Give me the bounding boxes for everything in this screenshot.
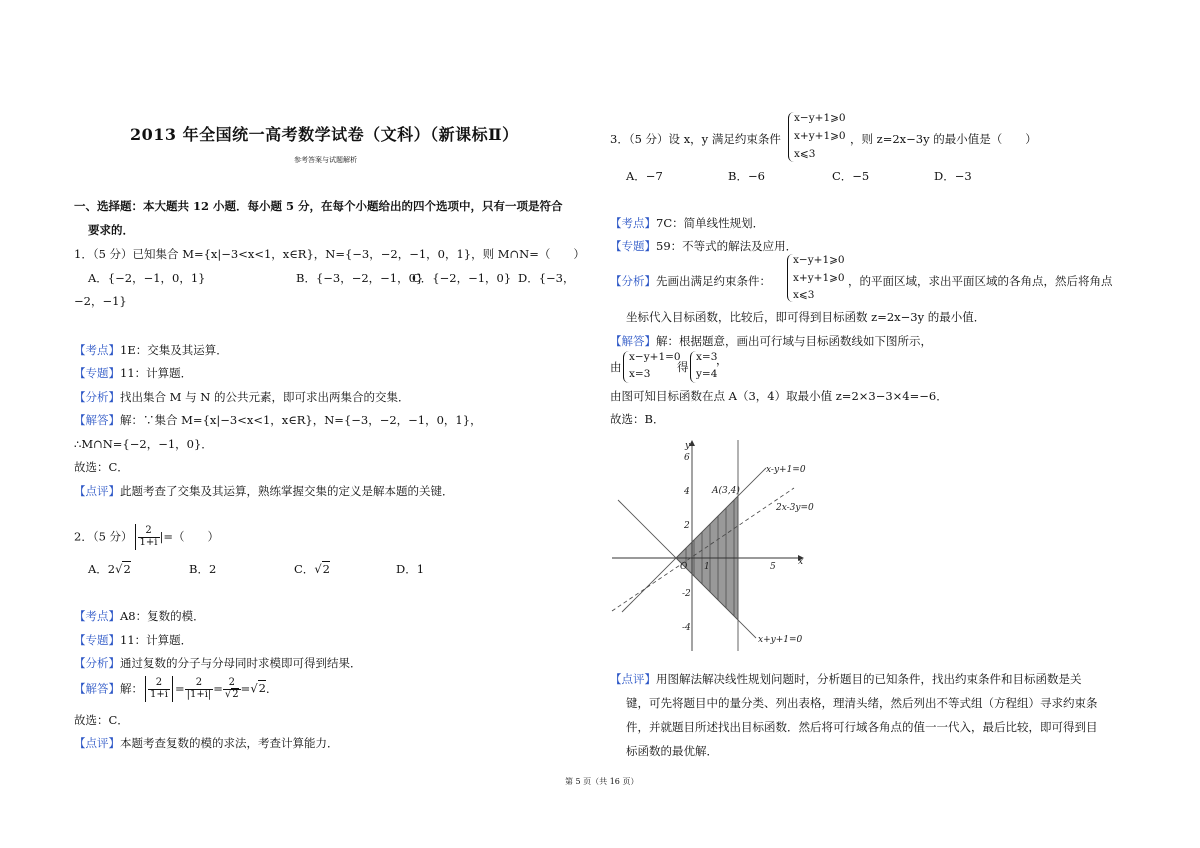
q2-zhuanti-text: 11：计算题． [120,633,193,647]
tick-y-neg4: -4 [682,623,691,633]
q3-fenxi [610,273,771,289]
q3-fenxi-suffix: ，的平面区域，求出平面区域的各角点，然后将角点 [848,274,1113,288]
q3-solution-y: y=4 [696,368,718,380]
equals-sign: = [174,681,185,696]
q1-kaodian-text: 1E：交集及其运算． [120,343,228,357]
tag-kaodian: 【考点】 [74,609,120,623]
q2-jieda-frac1 [148,678,170,700]
tag-zhuanti: 【专题】 [74,633,120,647]
q2-jieda [74,676,277,702]
tick-y-6: 6 [684,453,690,463]
q2-stem-suffix: |=（ ） [159,529,220,544]
y-axis-label: y [685,441,691,451]
q1-stem: 1．（5 分）已知集合 M={x|−3<x<1，x∈R}，N={−3，−2，−1，0，1}，则 M∩N=（ ） [74,247,585,261]
q3-jieda [610,333,932,349]
q2-fenxi [74,655,362,671]
q1-zhuanti-text: 11：计算题． [120,366,193,380]
frac-den: 1+i [150,688,168,700]
period: ． [265,681,278,696]
tick-y-4: 4 [684,487,690,497]
q3-system-prefix: 由 [610,360,622,374]
q1-option-d: D．{−3， [518,271,575,285]
q3-fenxi-c3: x⩽3 [793,289,815,301]
frac-den-sqrt: √2 [224,688,239,700]
q1-zhuanti [74,365,192,381]
q3-jieda-text: 解：根据题意，画出可行域与目标函数线如下图所示， [656,334,932,348]
q3-stem-suffix: ，则 z=2x−3y 的最小值是（ ） [850,132,1037,146]
tick-y-neg2: -2 [682,589,691,599]
q2-dianping [74,735,339,751]
tick-x-1: 1 [704,562,710,572]
q2-jieda-frac2 [185,678,214,700]
q3-system-eq1: x−y+1=0 [629,351,681,363]
equals-sign: = [213,681,223,696]
line-x-minus-y-plus-1 [622,468,766,612]
q2-option-a-sqrt: 2 [123,562,131,576]
sqrt-icon: √ [115,562,123,576]
q3-stem-prefix: 3．（5 分）设 x，y 满足约束条件 [610,132,781,146]
q2-zhuanti [74,632,192,648]
q3-dianping-cont1: 键，可先将题目中的量分类、列出表格，理清头绪，然后列出不等式组（方程组）寻求约束条 [626,696,1098,710]
q3-option-a: A．−7 [626,169,663,183]
tag-kaodian: 【考点】 [74,343,120,357]
line3-label: x+y+1=0 [758,635,803,645]
q1-fenxi [74,389,409,405]
q1-dianping [74,483,454,499]
tick-y-2: 2 [684,521,690,531]
q1-jieda-text: 解：∵集合 M={x|−3<x<1，x∈R}，N={−3，−2，−1，0，1}， [120,413,482,427]
frac-num: 2 [138,526,160,538]
tag-jieda: 【解答】 [610,334,656,348]
q3-kaodian [610,215,764,231]
q2-option-b: B．2 [189,562,217,576]
q2-stem-prefix: 2．（5 分） [74,529,133,544]
abs-bar [172,676,173,702]
q3-zhuanti-text: 59：不等式的解法及应用． [656,239,798,253]
q2-option-c-sqrt: 2 [322,562,330,576]
q1-option-c: C．{−2，−1，0} [412,271,512,285]
q2-option-c-prefix: C． [294,562,315,576]
q1-dianping-text: 此题考查了交集及其运算，熟练掌握交集的定义是解本题的关键． [120,484,454,498]
q3-system-mid: 得 [677,360,689,374]
page-title: 2013 年全国统一高考数学试卷（文科）（新课标Ⅱ） [130,125,519,144]
abs-bar [145,676,146,702]
point-a-label: A(3,4) [712,486,740,496]
q3-system-eq2: x=3 [629,368,651,380]
sqrt-icon: √ [250,681,258,696]
tag-fenxi: 【分析】 [74,656,120,670]
abs-bar [135,524,136,550]
q2-option-a-prefix: A．2 [88,562,116,576]
tag-dianping: 【点评】 [74,736,120,750]
tag-dianping: 【点评】 [610,672,656,686]
q3-option-c: C．−5 [832,169,870,183]
q3-fenxi-c1: x−y+1⩾0 [793,254,845,266]
q2-fenxi-text: 通过复数的分子与分母同时求模即可得到结果． [120,656,362,670]
x-axis-label: x [798,557,804,567]
frac-num: 2 [185,678,214,690]
q1-option-d-cont: −2，−1} [74,294,127,308]
page-subtitle: 参考答案与试题解析 [294,156,357,164]
q1-fenxi-text: 找出集合 M 与 N 的公共元素，即可求出两集合的交集． [120,390,410,404]
tag-kaodian: 【考点】 [610,216,656,230]
line1-label: x-y+1=0 [766,465,806,475]
q2-stem [74,524,219,550]
section-heading: 一、选择题：本大题共 12 小题．每小题 5 分，在每个小题给出的四个选项中，只有一项是符合 [74,199,563,213]
origin-label: O [680,562,688,572]
q3-constraint-3: x⩽3 [794,148,816,160]
q3-dianping-cont3: 标函数的最优解． [626,744,718,758]
q3-constraint-1: x−y+1⩾0 [794,112,846,124]
q3-dianping [610,671,1082,687]
q3-solution-x: x=3 [696,351,718,363]
q1-kaodian [74,342,228,358]
q1-answer: 故选：C． [74,460,129,474]
line2-label: 2x-3y=0 [776,503,814,513]
q2-kaodian [74,608,205,624]
q3-constraint-2: x+y+1⩾0 [794,130,846,142]
q1-jieda-cont: ∴M∩N={−2，−1，0}． [74,437,213,451]
q3-system-suffix: ， [716,353,728,367]
q2-jieda-frac3 [223,678,241,700]
tag-zhuanti: 【专题】 [74,366,120,380]
q2-kaodian-text: A8：复数的模． [120,609,205,623]
frac-num: 2 [223,678,241,690]
q3-kaodian-text: 7C：简单线性规划． [656,216,765,230]
q2-option-d: D．1 [396,562,425,576]
sqrt-icon: √ [314,562,322,576]
q2-jieda-result: 2 [258,681,266,696]
q3-dianping-cont2: 件，并就题目所述找出目标函数．然后将可行域各角点的值一一代入，最后比较，即可得到目 [626,720,1098,734]
tag-jieda: 【解答】 [74,413,120,427]
tag-dianping: 【点评】 [74,484,120,498]
q1-option-a: A．{−2，−1，0，1} [88,271,206,285]
q3-fenxi-cont: 坐标代入目标函数，比较后，即可得到目标函数 z=2x−3y 的最小值． [626,310,986,324]
q3-fenxi-c2: x+y+1⩾0 [793,272,845,284]
q3-answer: 故选：B． [610,412,665,426]
tag-jieda: 【解答】 [74,681,120,696]
tag-zhuanti: 【专题】 [610,239,656,253]
q3-dianping-text: 用图解法解决线性规划问题时，分析题目的已知条件，找出约束条件和目标函数是关 [656,672,1082,686]
q2-option-a [88,561,131,577]
q1-jieda [74,412,482,428]
q3-fenxi-prefix: 先画出满足约束条件： [656,274,771,288]
equals-sign: = [240,681,251,696]
q2-option-c [294,561,330,577]
q2-answer: 故选：C． [74,713,129,727]
frac-num: 2 [148,678,170,690]
tag-fenxi: 【分析】 [610,274,656,288]
frac-den: 1+i [139,536,158,548]
q3-option-b: B．−6 [728,169,765,183]
tag-fenxi: 【分析】 [74,390,120,404]
section-heading-cont: 要求的． [88,223,134,237]
q3-zhuanti [610,238,797,254]
feasible-region-graph [608,436,814,656]
q2-dianping-text: 本题考查复数的模的求法，考查计算能力． [120,736,339,750]
q3-option-d: D．−3 [934,169,972,183]
q1-option-b: B．{−3，−2，−1，0} [296,271,424,285]
page-number: 第 5 页（共 16 页） [565,777,639,786]
q2-fraction [138,526,160,548]
frac-den: |1+i| [186,688,212,700]
q2-jieda-prefix: 解： [120,681,143,696]
tick-x-5: 5 [770,562,776,572]
q3-jieda-result: 由图可知目标函数在点 A（3，4）取最小值 z=2×3−3×4=−6． [610,389,948,403]
